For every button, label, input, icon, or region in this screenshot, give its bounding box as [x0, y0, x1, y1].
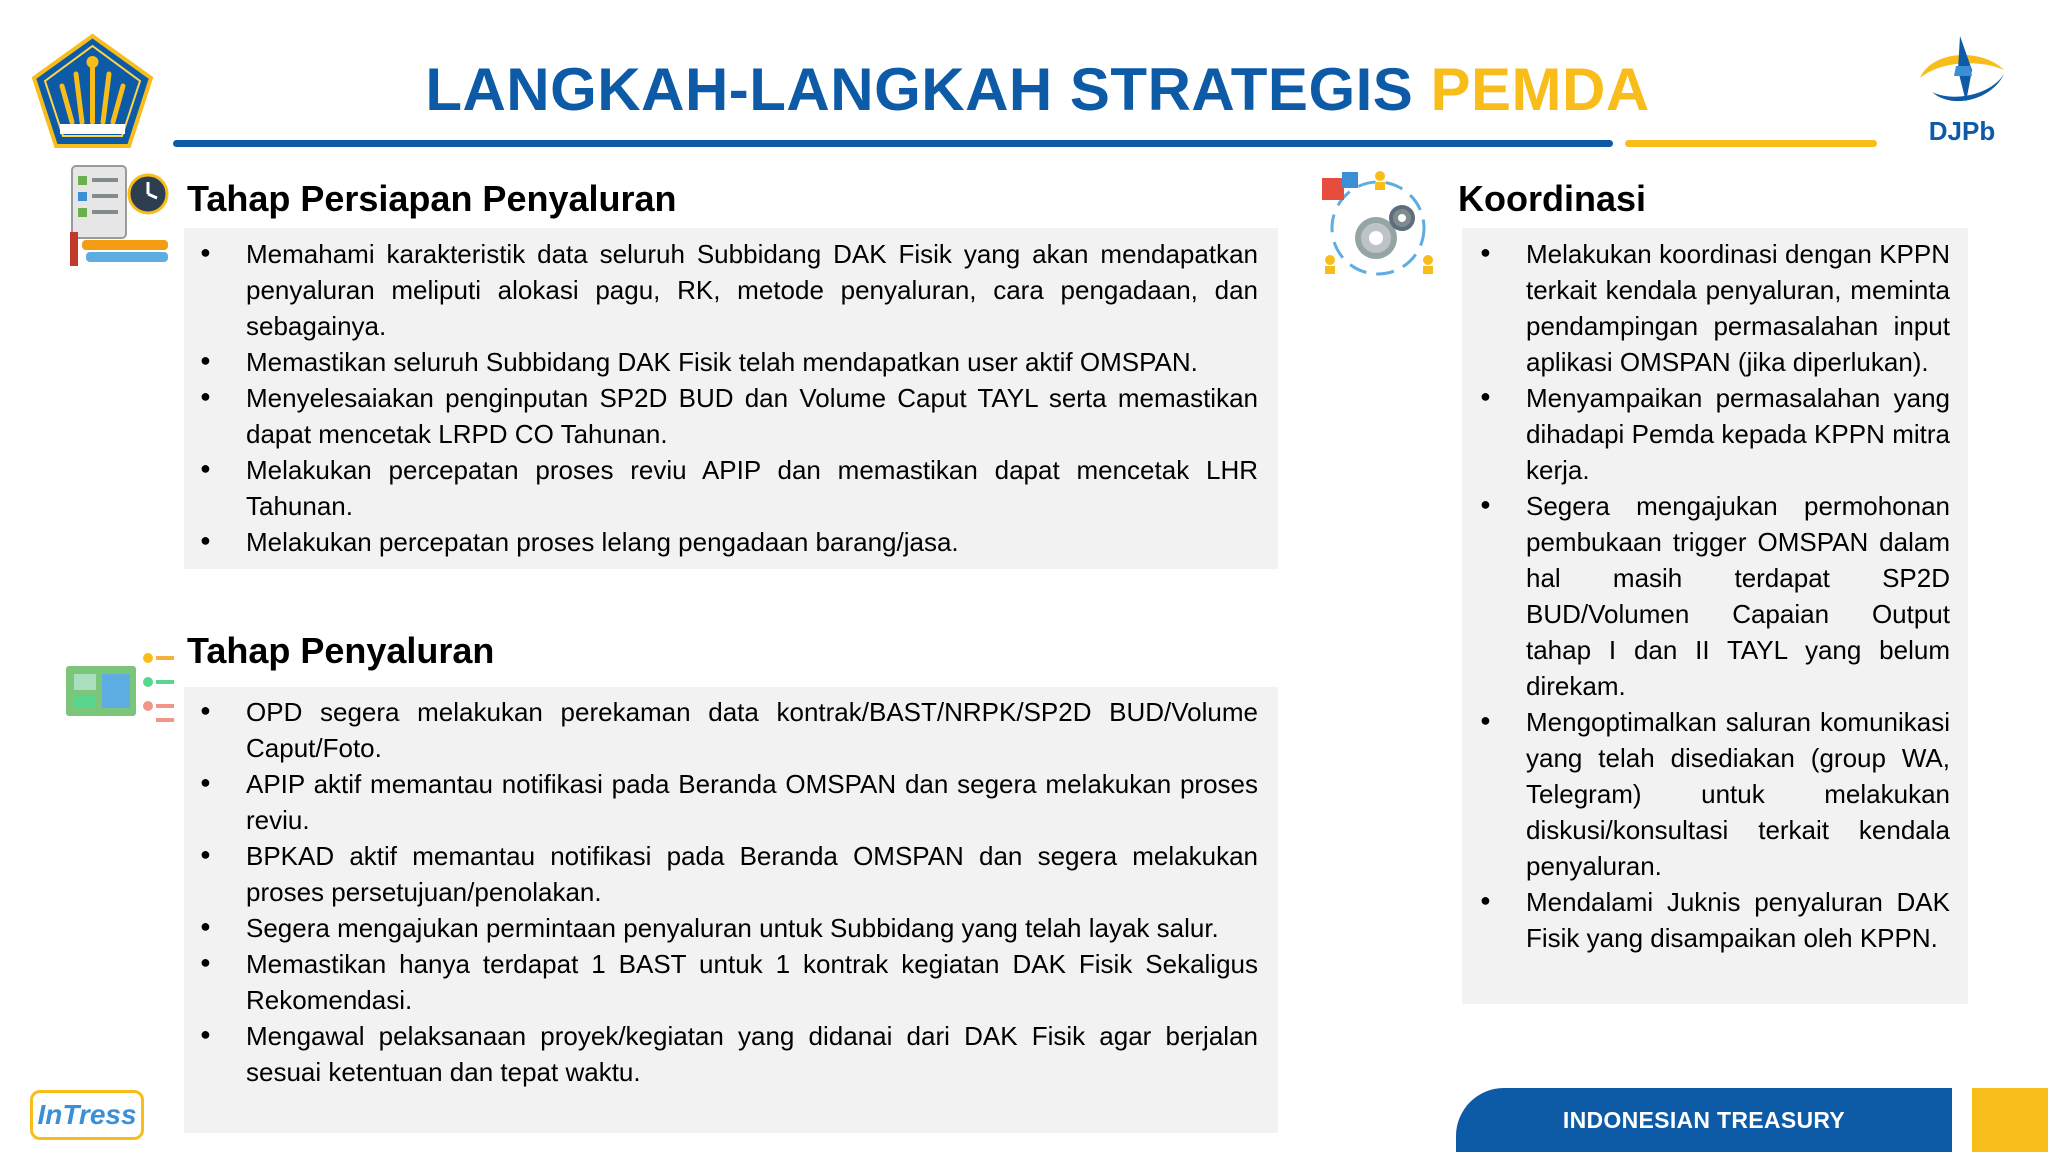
intress-logo — [30, 1090, 144, 1140]
list-item: ● BPKAD aktif memantau notifikasi pada Beranda OMSPAN dan segera melakukan proses persetujuan/penolakan. — [246, 838, 1258, 910]
title-underline-blue — [173, 140, 1613, 147]
kemenkeu-emblem-logo — [30, 32, 155, 150]
koordinasi-heading: Koordinasi — [1458, 178, 1647, 219]
penyaluran-heading: Tahap Penyaluran — [187, 630, 495, 671]
footer-banner: INDONESIAN TREASURY — [1456, 1088, 1952, 1152]
persiapan-panel — [184, 228, 1278, 569]
list-item: ● Segera mengajukan permintaan penyaluran untuk Subbidang yang telah layak salur. — [246, 910, 1258, 946]
list-item: ● Mengoptimalkan saluran komunikasi yang telah disediakan (group WA, Telegram) untuk melakukan diskusi/konsultasi terkait kendala penyaluran. — [1526, 704, 1950, 884]
list-item: ● APIP aktif memantau notifikasi pada Beranda OMSPAN dan segera melakukan proses reviu. — [246, 766, 1258, 838]
page-title — [175, 55, 1900, 124]
title-highlight: PEMDA — [1430, 56, 1650, 123]
intress-logo-text: InTress — [37, 1099, 137, 1130]
list-item: ● Memastikan seluruh Subbidang DAK Fisik telah mendapatkan user aktif OMSPAN. — [246, 344, 1258, 380]
list-item: ● Melakukan percepatan proses lelang pengadaan barang/jasa. — [246, 524, 1258, 560]
list-item: ● Menyampaikan permasalahan yang dihadapi Pemda kepada KPPN mitra kerja. — [1526, 380, 1950, 488]
penyaluran-panel — [184, 687, 1278, 1133]
penyaluran-list — [246, 694, 1258, 1090]
koordinasi-panel — [1462, 228, 1968, 1004]
persiapan-list — [246, 236, 1258, 560]
title-main: LANGKAH-LANGKAH STRATEGIS — [425, 56, 1414, 123]
koordinasi-list — [1526, 236, 1950, 956]
title-underline-gold — [1625, 140, 1877, 147]
dashboard-icon — [64, 648, 176, 734]
coordination-gears-icon — [1318, 168, 1440, 284]
checklist-books-icon — [68, 162, 172, 270]
list-item: ● Mendalami Juknis penyaluran DAK Fisik yang disampaikan oleh KPPN. — [1526, 884, 1950, 956]
persiapan-heading: Tahap Persiapan Penyaluran — [187, 178, 677, 219]
djpb-label: DJPb — [1928, 116, 1996, 146]
list-item: ● Menyelesaiakan penginputan SP2D BUD dan Volume Caput TAYL serta memastikan dapat mencetak LRPD CO Tahunan. — [246, 380, 1258, 452]
list-item: ● OPD segera melakukan perekaman data kontrak/BAST/NRPK/SP2D BUD/Volume Caput/Foto. — [246, 694, 1258, 766]
list-item: ● Melakukan koordinasi dengan KPPN terkait kendala penyaluran, meminta pendampingan permasalahan input aplikasi OMSPAN (jika diperlukan). — [1526, 236, 1950, 380]
djpb-logo — [1912, 30, 2012, 150]
list-item: ● Memahami karakteristik data seluruh Subbidang DAK Fisik yang akan mendapatkan penyaluran meliputi alokasi pagu, RK, metode penyaluran, cara pengadaan, dan sebagainya. — [246, 236, 1258, 344]
list-item: ● Melakukan percepatan proses reviu APIP dan memastikan dapat mencetak LHR Tahunan. — [246, 452, 1258, 524]
list-item: ● Segera mengajukan permohonan pembukaan trigger OMSPAN dalam hal masih terdapat SP2D BUD/Volumen Capaian Output tahap I dan II TAYL yang belum direkam. — [1526, 488, 1950, 704]
list-item: ● Memastikan hanya terdapat 1 BAST untuk 1 kontrak kegiatan DAK Fisik Sekaligus Rekomendasi. — [246, 946, 1258, 1018]
list-item: ● Mengawal pelaksanaan proyek/kegiatan yang didanai dari DAK Fisik agar berjalan sesuai ketentuan dan tepat waktu. — [246, 1018, 1258, 1090]
footer-gold-block — [1972, 1088, 2048, 1152]
